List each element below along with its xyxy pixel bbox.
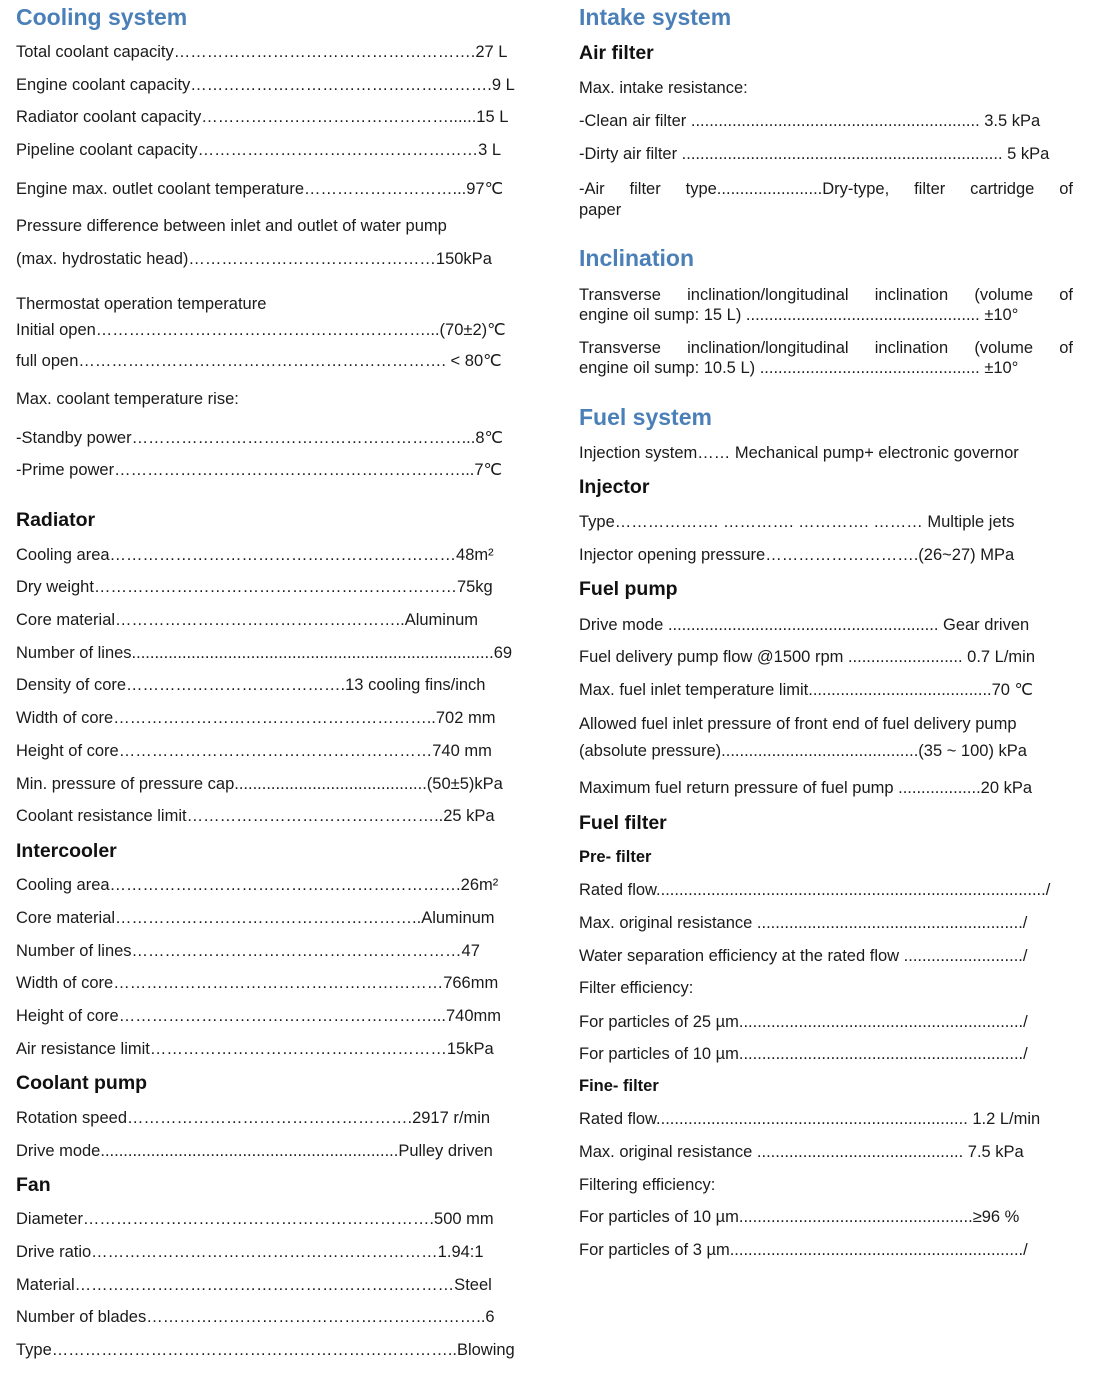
spec-radiator-height-of-core: Height of core…………………………………………………740 mm xyxy=(16,742,492,760)
spec-intercooler-core-material: Core material………………………………………………..Aluminum xyxy=(16,909,495,927)
spec-injector-type: Type………………. …………. …………. ……… Multiple jets xyxy=(579,513,1015,531)
spec-radiator-cooling-area: Cooling area………………………………………………………48m² xyxy=(16,546,494,564)
spec-fan-type: Type………………………………………………………………..Blowing xyxy=(16,1341,515,1359)
spec-fuel-pump-drive-mode: Drive mode ........................................................... Gear driven xyxy=(579,616,1030,634)
spec-intercooler-width-of-core: Width of core……………………………………………………766mm xyxy=(16,974,499,992)
spec-dirty-air-filter: -Dirty air filter ...................................................................... 5 kPa xyxy=(579,145,1050,163)
radiator-heading: Radiator xyxy=(16,509,96,531)
spec-standby-power-rise: -Standby power……………………………………………………...8℃ xyxy=(16,429,504,447)
spec-water-separation-efficiency: Water separation efficiency at the rated flow ........................../ xyxy=(579,947,1028,965)
spec-radiator-density-of-core: Density of core………………………………….13 cooling fins/inch xyxy=(16,676,486,694)
spec-fuel-delivery-pump-flow: Fuel delivery pump flow @1500 rpm ......................... 0.7 L/min xyxy=(579,648,1036,666)
spec-injection-system: Injection system…… Mechanical pump+ electronic governor xyxy=(579,444,1019,462)
spec-prime-power-rise: -Prime power………………………………………………………...7℃ xyxy=(16,461,503,479)
spec-pre-filter-max-resistance: Max. original resistance ........................................................../ xyxy=(579,914,1028,932)
spec-engine-max-outlet-temp: Engine max. outlet coolant temperature………………………...97℃ xyxy=(16,180,504,198)
spec-pump-rotation-speed: Rotation speed…………………………………………….2917 r/min xyxy=(16,1109,491,1127)
spec-intercooler-number-of-lines: Number of lines……………………………………………………47 xyxy=(16,942,480,960)
spec-max-hydrostatic-head: (max. hydrostatic head)………………………………………150kPa xyxy=(16,250,492,268)
spec-max-fuel-return-pressure: Maximum fuel return pressure of fuel pump ..................20 kPa xyxy=(579,779,1033,797)
spec-pump-drive-mode: Drive mode.................................................................Pulley driven xyxy=(16,1142,493,1160)
spec-radiator-number-of-lines: Number of lines...............................................................................69 xyxy=(16,644,513,662)
spec-max-fuel-inlet-temp: Max. fuel inlet temperature limit........................................70 ℃ xyxy=(579,681,1034,699)
spec-fine-filter-max-resistance: Max. original resistance ............................................. 7.5 kPa xyxy=(579,1143,1024,1161)
spec-radiator-dry-weight: Dry weight…………………………………………………………75kg xyxy=(16,578,493,596)
spec-pre-filter-25um: For particles of 25 µm............................................................../ xyxy=(579,1013,1028,1031)
spec-radiator-coolant-capacity: Radiator coolant capacity………………………………………......15 L xyxy=(16,108,509,126)
spec-total-coolant-capacity: Total coolant capacity……………………………………………….27 L xyxy=(16,43,508,61)
spec-filtering-efficiency-label: Filtering efficiency: xyxy=(579,1176,716,1194)
spec-air-filter-type-cont: paper xyxy=(579,201,622,219)
spec-pressure-cap-min: Min. pressure of pressure cap..........................................(50±5)kPa xyxy=(16,775,503,793)
spec-engine-coolant-capacity: Engine coolant capacity……………………………………………….9 L xyxy=(16,76,515,94)
fine-filter-heading: Fine- filter xyxy=(579,1077,659,1095)
spec-inclination-15l-label: Transverse inclination/longitudinal inclination (volume of xyxy=(579,286,1073,304)
spec-allowed-fuel-inlet-pressure-label: Allowed fuel inlet pressure of front end of fuel delivery pump xyxy=(579,715,1017,733)
spec-fine-filter-rated-flow: Rated flow.................................................................... 1.2 L/min xyxy=(579,1110,1041,1128)
spec-fine-filter-3um: For particles of 3 µm................................................................/ xyxy=(579,1241,1028,1259)
fan-heading: Fan xyxy=(16,1174,51,1196)
cooling-system-heading: Cooling system xyxy=(16,4,188,30)
fuel-filter-heading: Fuel filter xyxy=(579,812,667,834)
fuel-system-heading: Fuel system xyxy=(579,404,712,430)
spec-clean-air-filter: -Clean air filter ............................................................... 3.5 kPa xyxy=(579,112,1041,130)
spec-max-coolant-temp-rise-label: Max. coolant temperature rise: xyxy=(16,390,239,408)
spec-radiator-width-of-core: Width of core…………………………………………………..702 mm xyxy=(16,709,496,727)
spec-pre-filter-10um: For particles of 10 µm............................................................../ xyxy=(579,1045,1028,1063)
spec-thermostat-initial-open: Initial open……………………………………………………...(70±2)℃ xyxy=(16,321,506,339)
spec-max-intake-resistance-label: Max. intake resistance: xyxy=(579,79,748,97)
spec-air-filter-type: -Air filter type.......................Dry-type, filter cartridge of xyxy=(579,180,1073,198)
spec-filter-efficiency-label: Filter efficiency: xyxy=(579,979,694,997)
spec-allowed-fuel-inlet-pressure: (absolute pressure)...........................................(35 ~ 100) kPa xyxy=(579,742,1027,760)
spec-intercooler-height-of-core: Height of core…………………………………………………...740mm xyxy=(16,1007,501,1025)
fuel-pump-heading: Fuel pump xyxy=(579,578,678,600)
inclination-heading: Inclination xyxy=(579,245,694,271)
spec-fan-drive-ratio: Drive ratio………………………………………………………1.94:1 xyxy=(16,1243,484,1261)
spec-injector-opening-pressure: Injector opening pressure……………………….(26~27) MPa xyxy=(579,546,1015,564)
intercooler-heading: Intercooler xyxy=(16,840,117,862)
spec-thermostat-label: Thermostat operation temperature xyxy=(16,295,267,313)
intake-system-heading: Intake system xyxy=(579,4,732,30)
spec-inclination-15l-value: engine oil sump: 15 L) ................................................... ±10° xyxy=(579,306,1019,324)
injector-heading: Injector xyxy=(579,476,650,498)
spec-fan-material: Material……………………………………………………………Steel xyxy=(16,1276,492,1294)
coolant-pump-heading: Coolant pump xyxy=(16,1072,148,1094)
spec-thermostat-full-open: full open…………………………………………………………. < 80℃ xyxy=(16,352,502,370)
air-filter-heading: Air filter xyxy=(579,42,654,64)
spec-pre-filter-rated-flow: Rated flow...................................................................................../ xyxy=(579,881,1051,899)
spec-fan-number-of-blades: Number of blades……………………………………………………..6 xyxy=(16,1308,495,1326)
spec-fine-filter-10um: For particles of 10 µm...................................................≥96 % xyxy=(579,1208,1020,1226)
spec-intercooler-cooling-area: Cooling area……………………………………………………….26m² xyxy=(16,876,499,894)
spec-coolant-resistance-limit: Coolant resistance limit………………………………………..25 kPa xyxy=(16,807,495,825)
spec-pipeline-coolant-capacity: Pipeline coolant capacity……………………………………………3 L xyxy=(16,141,502,159)
spec-inclination-10-5l-value: engine oil sump: 10.5 L) ................................................ ±10° xyxy=(579,359,1019,377)
spec-intercooler-air-resistance: Air resistance limit………………………………………………15kPa xyxy=(16,1040,494,1058)
spec-pressure-difference-label: Pressure difference between inlet and outlet of water pump xyxy=(16,217,447,235)
spec-fan-diameter: Diameter……………………………………………………….500 mm xyxy=(16,1210,494,1228)
spec-inclination-10-5l-label: Transverse inclination/longitudinal inclination (volume of xyxy=(579,339,1073,357)
spec-radiator-core-material: Core material……………………………………………..Aluminum xyxy=(16,611,479,629)
pre-filter-heading: Pre- filter xyxy=(579,848,652,866)
